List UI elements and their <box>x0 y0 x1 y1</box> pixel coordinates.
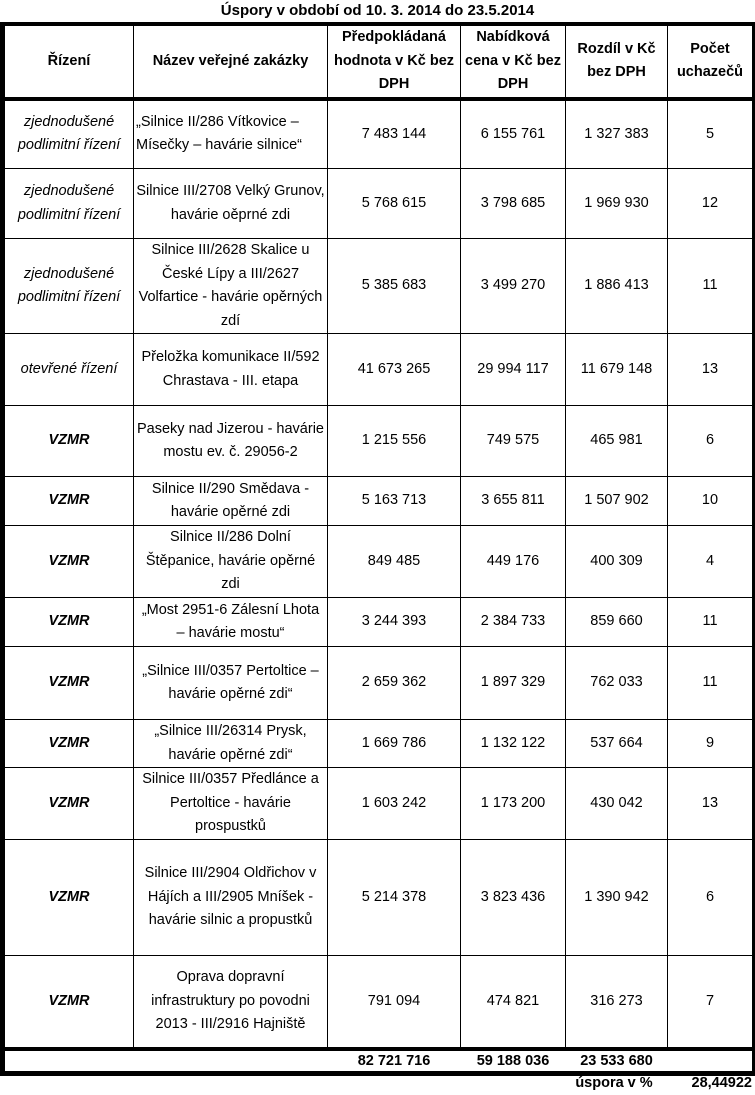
table-row <box>3 840 755 956</box>
table-row <box>3 99 755 169</box>
header-rozdil: Rozdíl v Kč bez DPH <box>566 24 668 99</box>
cell-rozdil: 1 969 930 <box>566 169 668 239</box>
cell-nazev: Silnice II/286 Dolní Štěpanice, havárie opěrné zdi <box>134 526 328 598</box>
cell-predpokladana: 41 673 265 <box>328 334 461 406</box>
cell-predpokladana: 5 214 378 <box>328 840 461 956</box>
savings-summary <box>0 1072 752 1094</box>
cell-predpokladana: 1 215 556 <box>328 406 461 477</box>
savings-table-container <box>0 22 752 1076</box>
totals-empty-1 <box>3 1049 134 1074</box>
cell-pocet: 7 <box>668 956 755 1049</box>
cell-nabidkova: 474 821 <box>461 956 566 1049</box>
table-row <box>3 956 755 1049</box>
cell-rizeni: VZMR <box>3 956 134 1049</box>
cell-rizeni: zjednodušené podlimitní řízení <box>3 99 134 169</box>
table-title: Úspory v období od 10. 3. 2014 do 23.5.2014 <box>220 2 535 19</box>
cell-predpokladana: 2 659 362 <box>328 647 461 720</box>
cell-pocet: 12 <box>668 169 755 239</box>
cell-rizeni: VZMR <box>3 406 134 477</box>
cell-rizeni: VZMR <box>3 768 134 840</box>
cell-rozdil: 1 507 902 <box>566 477 668 526</box>
cell-rizeni: VZMR <box>3 526 134 598</box>
cell-rizeni: VZMR <box>3 840 134 956</box>
cell-nazev: Silnice III/2904 Oldřichov v Hájích a III/2905 Mníšek - havárie silnic a propustků <box>134 840 328 956</box>
cell-nazev: Přeložka komunikace II/592 Chrastava - III. etapa <box>134 334 328 406</box>
cell-pocet: 10 <box>668 477 755 526</box>
cell-nabidkova: 1 897 329 <box>461 647 566 720</box>
table-row <box>3 720 755 768</box>
header-row <box>3 24 755 99</box>
table-row <box>3 406 755 477</box>
table-row <box>3 169 755 239</box>
cell-rizeni: VZMR <box>3 477 134 526</box>
cell-nazev: Oprava dopravní infrastruktury po povodni 2013 - III/2916 Hajniště <box>134 956 328 1049</box>
cell-nazev: Silnice II/290 Smědava - havárie opěrné zdi <box>134 477 328 526</box>
cell-predpokladana: 5 768 615 <box>328 169 461 239</box>
header-rizeni: Řízení <box>3 24 134 99</box>
cell-pocet: 6 <box>668 406 755 477</box>
cell-predpokladana: 5 385 683 <box>328 239 461 334</box>
cell-rozdil: 11 679 148 <box>566 334 668 406</box>
table-row <box>3 239 755 334</box>
cell-nabidkova: 3 798 685 <box>461 169 566 239</box>
total-rozdil: 23 533 680 <box>566 1049 668 1074</box>
cell-nazev: Silnice III/2628 Skalice u České Lípy a III/2627 Volfartice - havárie opěrných zdí <box>134 239 328 334</box>
cell-nazev: „Silnice III/0357 Pertoltice – havárie opěrné zdi“ <box>134 647 328 720</box>
cell-pocet: 13 <box>668 334 755 406</box>
table-row <box>3 598 755 647</box>
total-nabidkova: 59 188 036 <box>461 1049 566 1074</box>
cell-rizeni: zjednodušené podlimitní řízení <box>3 239 134 334</box>
totals-empty-6 <box>668 1049 755 1074</box>
cell-predpokladana: 3 244 393 <box>328 598 461 647</box>
cell-rozdil: 1 886 413 <box>566 239 668 334</box>
table-row <box>3 526 755 598</box>
cell-nabidkova: 2 384 733 <box>461 598 566 647</box>
cell-nazev: „Most 2951-6 Zálesní Lhota – havárie mostu“ <box>134 598 328 647</box>
cell-predpokladana: 791 094 <box>328 956 461 1049</box>
header-nabidkova: Nabídková cena v Kč bez DPH <box>461 24 566 99</box>
cell-predpokladana: 1 669 786 <box>328 720 461 768</box>
cell-pocet: 4 <box>668 526 755 598</box>
header-nazev: Název veřejné zakázky <box>134 24 328 99</box>
savings-value: 28,44922 <box>691 1075 752 1091</box>
cell-nabidkova: 3 499 270 <box>461 239 566 334</box>
cell-nazev: Silnice III/2708 Velký Grunov, havárie oěprné zdi <box>134 169 328 239</box>
cell-nabidkova: 29 994 117 <box>461 334 566 406</box>
cell-nabidkova: 3 655 811 <box>461 477 566 526</box>
cell-predpokladana: 1 603 242 <box>328 768 461 840</box>
savings-table <box>0 22 755 1076</box>
table-body <box>3 99 755 1049</box>
cell-predpokladana: 849 485 <box>328 526 461 598</box>
cell-nabidkova: 1 132 122 <box>461 720 566 768</box>
table-row <box>3 334 755 406</box>
cell-rozdil: 859 660 <box>566 598 668 647</box>
cell-rozdil: 537 664 <box>566 720 668 768</box>
cell-nabidkova: 449 176 <box>461 526 566 598</box>
savings-label: úspora v % <box>575 1075 653 1091</box>
totals-row <box>3 1049 755 1074</box>
cell-nazev: „Silnice III/26314 Prysk, havárie opěrné zdi“ <box>134 720 328 768</box>
table-row <box>3 647 755 720</box>
cell-rozdil: 465 981 <box>566 406 668 477</box>
cell-pocet: 11 <box>668 598 755 647</box>
cell-rizeni: VZMR <box>3 647 134 720</box>
header-predpokladana: Předpokládaná hodnota v Kč bez DPH <box>328 24 461 99</box>
totals-empty-2 <box>134 1049 328 1074</box>
cell-rozdil: 430 042 <box>566 768 668 840</box>
cell-pocet: 13 <box>668 768 755 840</box>
cell-rizeni: zjednodušené podlimitní řízení <box>3 169 134 239</box>
table-row <box>3 768 755 840</box>
cell-nazev: Paseky nad Jizerou - havárie mostu ev. č. 29056-2 <box>134 406 328 477</box>
cell-nabidkova: 3 823 436 <box>461 840 566 956</box>
cell-rozdil: 1 327 383 <box>566 99 668 169</box>
total-predpokladana: 82 721 716 <box>328 1049 461 1074</box>
cell-predpokladana: 7 483 144 <box>328 99 461 169</box>
cell-rozdil: 1 390 942 <box>566 840 668 956</box>
cell-nazev: „Silnice II/286 Vítkovice – Mísečky – havárie silnice“ <box>134 99 328 169</box>
cell-pocet: 11 <box>668 239 755 334</box>
table-row <box>3 477 755 526</box>
cell-rozdil: 316 273 <box>566 956 668 1049</box>
cell-rizeni: otevřené řízení <box>3 334 134 406</box>
cell-nazev: Silnice III/0357 Předlánce a Pertoltice - havárie prospustků <box>134 768 328 840</box>
cell-pocet: 5 <box>668 99 755 169</box>
cell-pocet: 6 <box>668 840 755 956</box>
cell-rizeni: VZMR <box>3 720 134 768</box>
cell-nabidkova: 749 575 <box>461 406 566 477</box>
cell-rizeni: VZMR <box>3 598 134 647</box>
cell-pocet: 9 <box>668 720 755 768</box>
cell-nabidkova: 6 155 761 <box>461 99 566 169</box>
header-pocet: Počet uchazečů <box>668 24 755 99</box>
cell-pocet: 11 <box>668 647 755 720</box>
cell-rozdil: 762 033 <box>566 647 668 720</box>
cell-rozdil: 400 309 <box>566 526 668 598</box>
cell-predpokladana: 5 163 713 <box>328 477 461 526</box>
cell-nabidkova: 1 173 200 <box>461 768 566 840</box>
